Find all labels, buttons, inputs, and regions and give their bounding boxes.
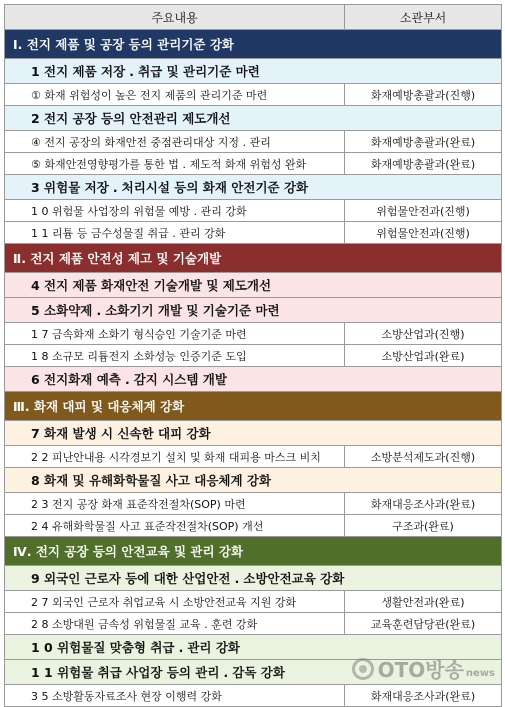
task-description: 2 8 소방대원 금속성 위험물질 교육 ․ 훈련 강화 [5, 613, 345, 635]
policy-table [4, 4, 502, 707]
subsection-title: 7 화재 발생 시 신속한 대피 강화 [5, 421, 502, 446]
watermark-brand: OTO방송 [377, 658, 464, 682]
section-header-row [5, 30, 502, 59]
subsection-row [5, 421, 502, 446]
subsection-title: 8 화재 및 유해화학물질 사고 대응체계 강화 [5, 468, 502, 493]
table-row [5, 613, 502, 635]
task-description: 3 5 소방활동자료조사 현장 이행력 강화 [5, 685, 345, 707]
subsection-row [5, 273, 502, 298]
department-status: 소방산업과(진행) [345, 323, 502, 345]
department-status: 소방분석제도과(진행) [345, 446, 502, 468]
task-description: 2 7 외국인 근로자 취업교육 시 소방안전교육 지원 강화 [5, 591, 345, 613]
subsection-title: 4 전지 제품 화재안전 기술개발 및 제도개선 [5, 273, 502, 298]
section-title: Ⅲ. 화재 대피 및 대응체계 강화 [5, 392, 502, 421]
section-title: Ⅳ. 전지 공장 등의 안전교육 및 관리 강화 [5, 537, 502, 566]
subsection-row [5, 468, 502, 493]
department-status: 위험물안전과(진행) [345, 200, 502, 222]
section-title: Ⅱ. 전지 제품 안전성 제고 및 기술개발 [5, 244, 502, 273]
subsection-title: 1 1 위험물 취급 사업장 등의 관리 ․ 감독 강화 [5, 660, 502, 685]
subsection-row [5, 367, 502, 392]
task-description: ⑤ 화재안전영향평가를 통한 법 ․ 제도적 화재 위험성 완화 [5, 153, 345, 175]
task-description: 1 0 위험물 사업장의 위험물 예방 ․ 관리 강화 [5, 200, 345, 222]
table-row [5, 345, 502, 367]
table-row [5, 153, 502, 175]
header-department: 소관부서 [345, 5, 502, 30]
subsection-title: 3 위험물 저장 ․ 처리시설 등의 화재 안전기준 강화 [5, 175, 502, 200]
task-description: 2 3 전지 공장 화재 표준작전절차(SOP) 마련 [5, 493, 345, 515]
department-status: 화재대응조사과(완료) [345, 685, 502, 707]
table-row [5, 84, 502, 106]
table-row [5, 446, 502, 468]
section-header-row [5, 392, 502, 421]
subsection-row [5, 59, 502, 84]
table-row [5, 200, 502, 222]
table-row [5, 323, 502, 345]
department-status: 구조과(완료) [345, 515, 502, 537]
task-description: 2 2 피난안내용 시각경보기 설치 및 화재 대피용 마스크 비치 [5, 446, 345, 468]
department-status: 교육훈련담당관(완료) [345, 613, 502, 635]
department-status: 생활안전과(완료) [345, 591, 502, 613]
header-main-content: 주요내용 [5, 5, 345, 30]
task-description: 1 8 소규모 리튬전지 소화성능 인증기준 도입 [5, 345, 345, 367]
department-status: 화재예방총괄과(완료) [345, 153, 502, 175]
department-status: 화재예방총괄과(진행) [345, 84, 502, 106]
table-row [5, 131, 502, 153]
task-description: ④ 전지 공장의 화재안전 중점관리대상 지정 ․ 관리 [5, 131, 345, 153]
task-description: 2 4 유해화학물질 사고 표준작전절차(SOP) 개선 [5, 515, 345, 537]
section-header-row [5, 537, 502, 566]
table-row [5, 685, 502, 707]
table-row [5, 222, 502, 244]
watermark-sub: news [465, 668, 495, 679]
table-row [5, 493, 502, 515]
subsection-row [5, 298, 502, 323]
section-title: Ⅰ. 전지 제품 및 공장 등의 관리기준 강화 [5, 30, 502, 59]
table-row [5, 515, 502, 537]
task-description: 1 1 리튬 등 금수성물질 취급 ․ 관리 강화 [5, 222, 345, 244]
department-status: 화재대응조사과(완료) [345, 493, 502, 515]
table-header-row [5, 5, 502, 30]
task-description: ① 화재 위험성이 높은 전지 제품의 관리기준 마련 [5, 84, 345, 106]
subsection-title: 1 전지 제품 저장 ․ 취급 및 관리기준 마련 [5, 59, 502, 84]
department-status: 화재예방총괄과(완료) [345, 131, 502, 153]
task-description: 1 7 금속화재 소화기 형식승인 기술기준 마련 [5, 323, 345, 345]
broadcaster-logo-icon [352, 658, 374, 680]
subsection-row [5, 106, 502, 131]
subsection-title: 9 외국인 근로자 등에 대한 산업안전 ․ 소방안전교육 강화 [5, 566, 502, 591]
subsection-title: 5 소화약제 ․ 소화기기 개발 및 기술기준 마련 [5, 298, 502, 323]
subsection-title: 6 전지화재 예측 ․ 감지 시스템 개발 [5, 367, 502, 392]
table-row [5, 591, 502, 613]
subsection-title: 1 0 위험물질 맞춤형 취급 ․ 관리 강화 [5, 635, 502, 660]
subsection-row [5, 566, 502, 591]
section-header-row [5, 244, 502, 273]
subsection-title: 2 전지 공장 등의 안전관리 제도개선 [5, 106, 502, 131]
broadcaster-watermark [352, 654, 495, 683]
department-status: 소방산업과(완료) [345, 345, 502, 367]
department-status: 위험물안전과(진행) [345, 222, 502, 244]
subsection-row [5, 175, 502, 200]
